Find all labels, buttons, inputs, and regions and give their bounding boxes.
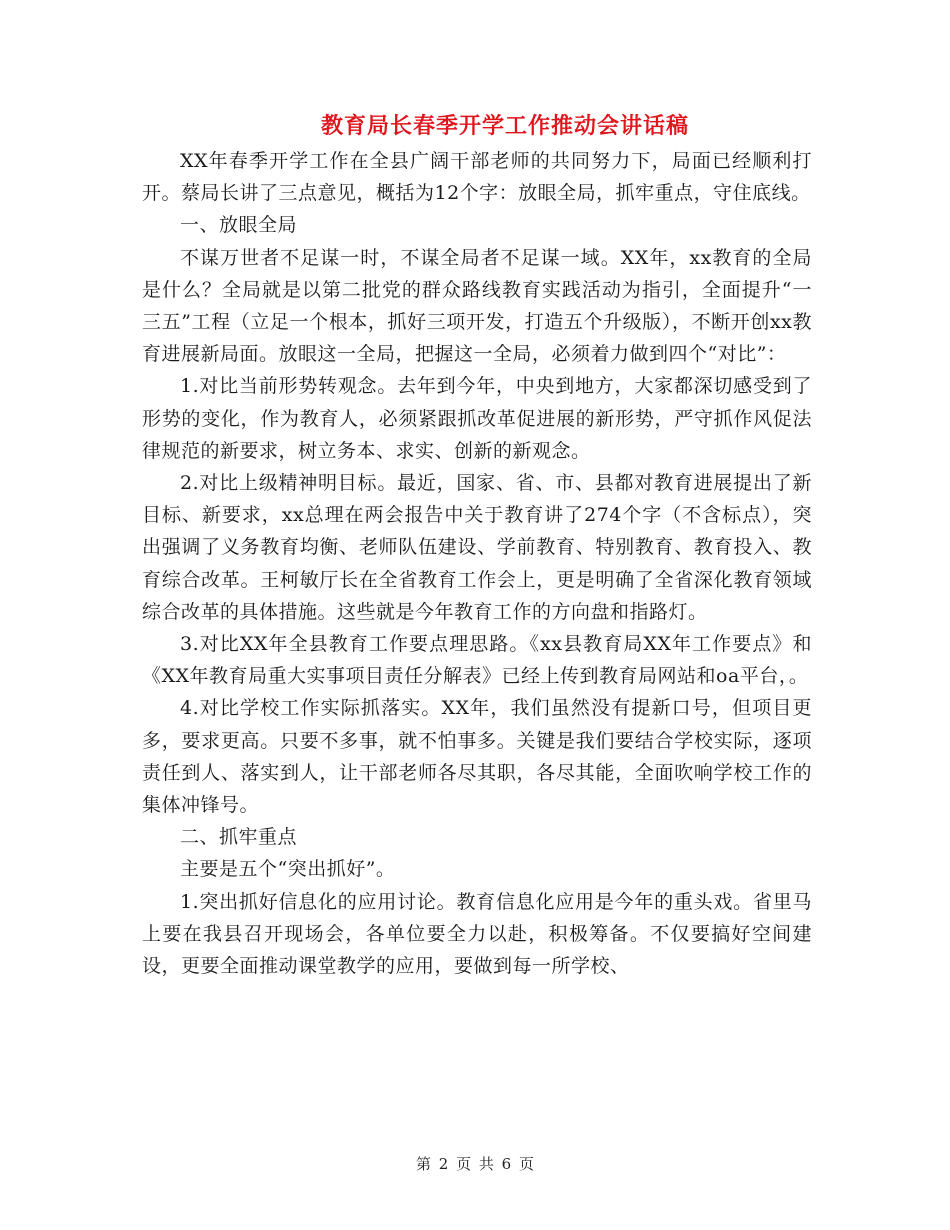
- paragraph-item-4: 4.对比学校工作实际抓落实。XX年，我们虽然没有提新口号，但项目更多，要求更高。只要不多事，就不怕事多。关键是我们要结合学校实际，逐项责任到人、落实到人，让干部老师各尽其职，各尽其能，全面吹响学校工作的集体冲锋号。: [142, 697, 812, 817]
- paragraph-overall: 不谋万世者不足谋一时，不谋全局者不足谋一域。XX年，xx教育的全局是什么？全局就是以第二批党的群众路线教育实践活动为指引，全面提升“一三五”工程（立足一个根本，抓好三项开发，打造五个升级版），不断开创xx教育进展新局面。放眼这一全局，把握这一全局，必须着力做到四个“对比”：: [142, 246, 812, 366]
- paragraph-intro: XX年春季开学工作在全县广阔干部老师的共同努力下，局面已经顺利打开。蔡局长讲了三点意见，概括为12个字：放眼全局，抓牢重点，守住底线。: [142, 150, 812, 205]
- document-title: 教育局长春季开学工作推动会讲话稿: [320, 113, 689, 139]
- paragraph-item-3: 3.对比XX年全县教育工作要点理思路。《xx县教育局XX年工作要点》和《XX年教育局重大实事项目责任分解表》已经上传到教育局网站和oa平台，。: [142, 633, 812, 688]
- paragraph-focus-1: 1.突出抓好信息化的应用讨论。教育信息化应用是今年的重头戏。省里马上要在我县召开现场会，各单位要全力以赴，积极筹备。不仅要搞好空间建设，更要全面推动课堂教学的应用，要做到每一所学校、: [142, 890, 812, 978]
- paragraph-item-2: 2.对比上级精神明目标。最近，国家、省、市、县都对教育进展提出了新目标、新要求，xx总理在两会报告中关于教育讲了274个字（不含标点），突出强调了义务教育均衡、老师队伍建设、学前教育、特别教育、教育投入、教育综合改革。王柯敏厅长在全省教育工作会上，更是明确了全省深化教育领域综合改革的具体措施。这些就是今年教育工作的方向盘和指路灯。: [142, 472, 812, 623]
- section-heading-2: 二、抓牢重点: [180, 826, 298, 849]
- paragraph-item-1: 1.对比当前形势转观念。去年到今年，中央到地方，大家都深切感受到了形势的变化，作为教育人，必须紧跟抓改革促进展的新形势，严守抓作风促法律规范的新要求，树立务本、求实、创新的新观念。: [142, 375, 812, 462]
- document-body: [142, 145, 812, 982]
- page-number-footer: 第 2 页 共 6 页: [416, 1155, 534, 1173]
- section-heading-1: 一、放眼全局: [180, 214, 298, 237]
- paragraph-five-focus: 主要是五个“突出抓好”。: [180, 858, 396, 881]
